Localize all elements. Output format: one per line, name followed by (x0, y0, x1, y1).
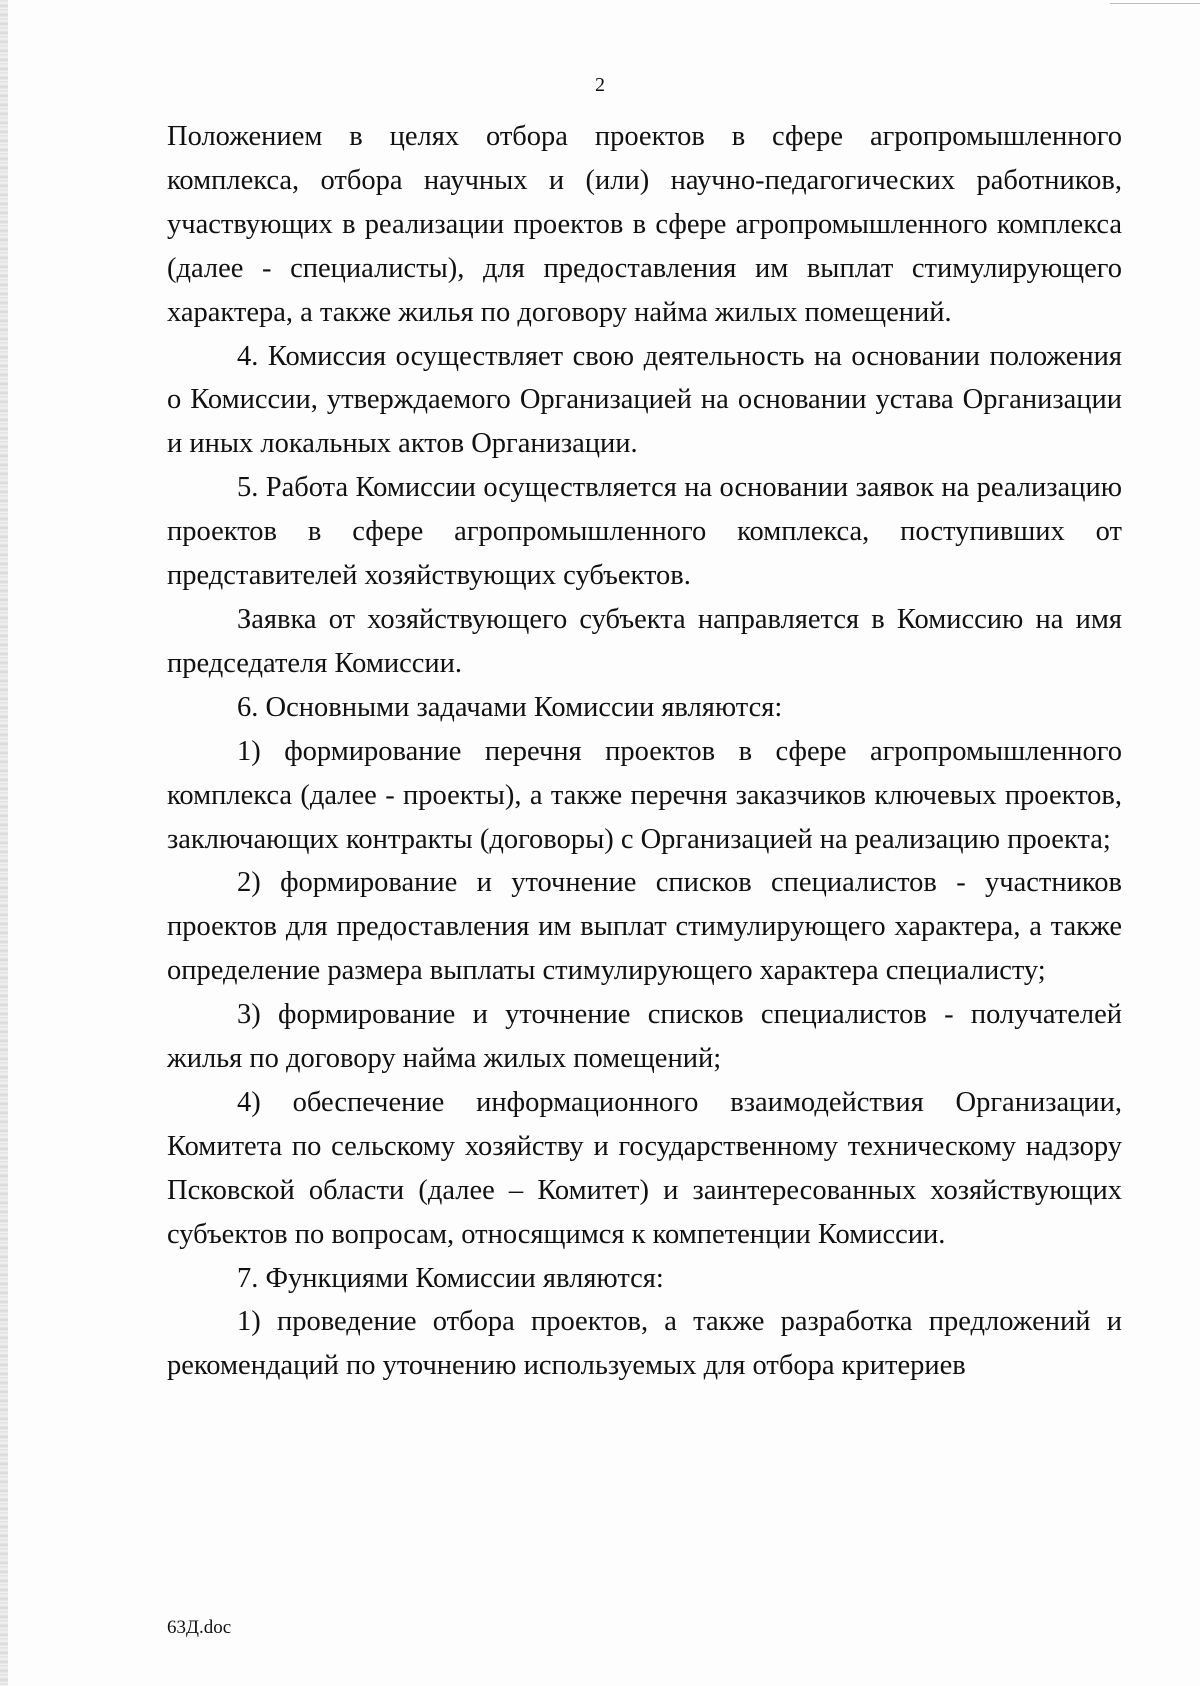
paragraph-item-4: 4. Комиссия осуществляет свою деятельность на основании положения о Комиссии, утверждаемого Организацией на основании устава Организации и иных локальных актов Организации. (167, 340, 1122, 460)
page-number: 2 (595, 74, 605, 96)
paragraph-item-7: 7. Функциями Комиссии являются: (237, 1262, 664, 1294)
document-body (167, 115, 1122, 1388)
footer-filename: 63Д.doc (167, 1617, 232, 1638)
paragraph-item-5: 5. Работа Комиссии осуществляется на основании заявок на реализацию проектов в сфере агропромышленного комплекса, поступивших от представителей хозяйствующих субъектов. (167, 472, 1122, 592)
paragraph-task-3: 3) формирование и уточнение списков специалистов - получателей жилья по договору найма жилых помещений; (167, 999, 1122, 1075)
paragraph-continuation: Положением в целях отбора проектов в сфере агропромышленного комплекса, отбора научных и (или) научно-педагогических работников, участвующих в реализации проектов в сфере агропромышленного комплекса (далее - специалисты), для предоставления им выплат стимулирующего характера, а также жилья по договору найма жилых помещений. (167, 121, 1122, 328)
scan-corner-line (1110, 0, 1200, 4)
paragraph-task-2: 2) формирование и уточнение списков специалистов - участников проектов для предоставления им выплат стимулирующего характера, а также определение размера выплаты стимулирующего характера специалисту; (167, 867, 1122, 987)
paragraph-task-1: 1) формирование перечня проектов в сфере агропромышленного комплекса (далее - проекты), а также перечня заказчиков ключевых проектов, заключающих контракты (договоры) с Организацией на реализацию проекта; (167, 735, 1122, 855)
paragraph-function-1: 1) проведение отбора проектов, а также разработка предложений и рекомендаций по уточнению используемых для отбора критериев (167, 1306, 1122, 1382)
paragraph-application: Заявка от хозяйствующего субъекта направляется в Комиссию на имя председателя Комиссии. (167, 603, 1122, 679)
paragraph-task-4: 4) обеспечение информационного взаимодействия Организации, Комитета по сельскому хозяйству и государственному техническому надзору Псковской области (далее – Комитет) и заинтересованных хозяйствующих субъектов по вопросам, относящимся к компетенции Комиссии. (167, 1086, 1122, 1250)
scan-edge (0, 0, 8, 1686)
paragraph-item-6: 6. Основными задачами Комиссии являются: (237, 691, 783, 723)
